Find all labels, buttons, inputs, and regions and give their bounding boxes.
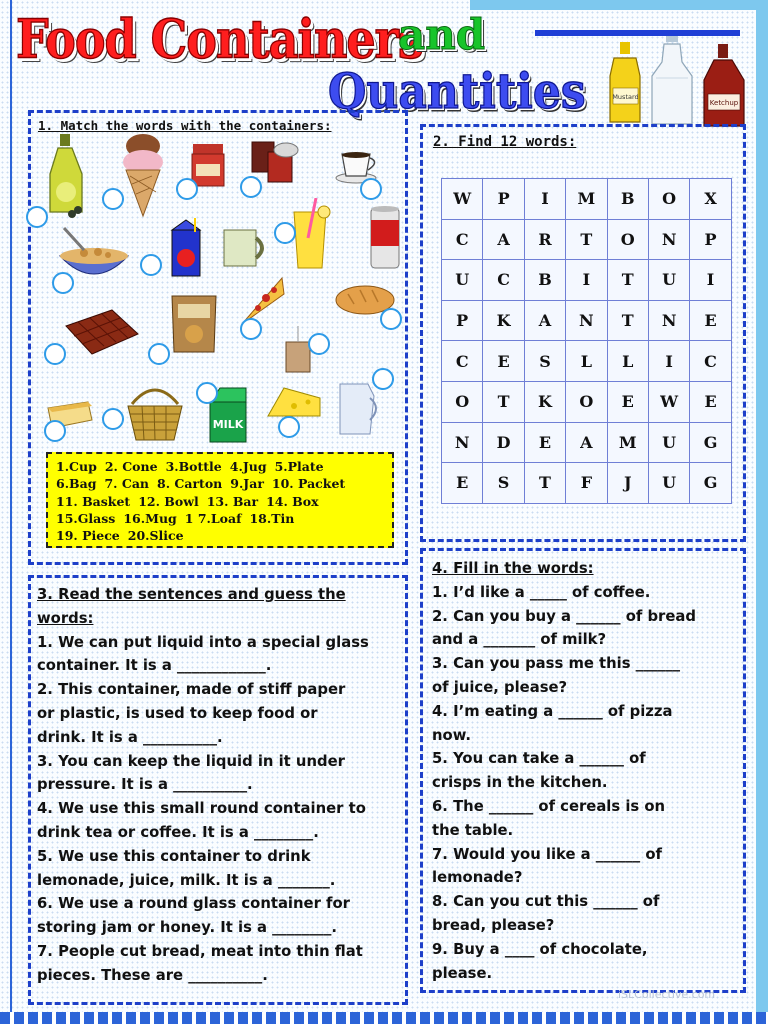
grid-letter[interactable]: T xyxy=(566,219,607,260)
grid-letter[interactable]: S xyxy=(524,341,565,382)
milk-label: MILK xyxy=(212,418,244,431)
juice-glass-icon xyxy=(290,198,334,270)
word-item: 13. Bar xyxy=(206,493,259,509)
match-circle[interactable] xyxy=(196,382,218,404)
word-item: 11. Basket xyxy=(56,493,131,509)
basket-icon xyxy=(124,384,186,442)
grid-letter[interactable]: U xyxy=(648,463,689,504)
word-item: 1.Cup xyxy=(56,459,97,474)
sentence-line: 5. We use this container to drink xyxy=(37,847,311,865)
grid-letter[interactable]: X xyxy=(690,179,731,220)
grid-letter[interactable]: E xyxy=(690,300,731,341)
grid-letter[interactable]: A xyxy=(524,300,565,341)
mug-icon xyxy=(220,226,268,268)
fill-in-line: 6. The ______ of cereals is on xyxy=(432,797,666,815)
match-circle[interactable] xyxy=(360,178,382,200)
ketchup-label: Ketchup xyxy=(709,99,739,107)
grid-letter[interactable]: O xyxy=(442,381,483,422)
sentence-line: lemonade, juice, milk. It is a _______. xyxy=(37,871,336,889)
grid-letter[interactable]: E xyxy=(442,463,483,504)
condiment-bottles-illustration xyxy=(604,36,754,128)
section-3-text xyxy=(37,583,399,988)
word-item: 8. Carton xyxy=(157,476,223,492)
grid-letter[interactable]: G xyxy=(690,422,731,463)
grid-letter[interactable]: C xyxy=(442,219,483,260)
sentence-line: 3. You can keep the liquid in it under xyxy=(37,752,345,770)
word-list-box xyxy=(46,452,394,548)
word-item: 12. Bowl xyxy=(138,493,199,509)
grid-letter[interactable]: D xyxy=(483,422,524,463)
mustard-bottle-icon xyxy=(610,42,640,122)
fill-in-line: lemonade? xyxy=(432,869,523,887)
grid-letter[interactable]: N xyxy=(566,300,607,341)
match-circle[interactable] xyxy=(102,408,124,430)
sentence-line: drink tea or coffee. It is a ________. xyxy=(37,823,319,841)
grid-row xyxy=(442,381,732,422)
word-item: 20.Slice xyxy=(127,528,184,544)
section-2-title: 2. Find 12 words: xyxy=(433,134,577,150)
grid-letter[interactable]: N xyxy=(442,422,483,463)
fill-in-line: 5. You can take a ______ of xyxy=(432,750,646,768)
grid-row xyxy=(442,463,732,504)
match-circle[interactable] xyxy=(240,318,262,340)
crisps-packet-icon xyxy=(168,292,220,354)
word-item: 10. Packet xyxy=(271,476,346,492)
bottom-decor-bar xyxy=(0,1012,768,1024)
grid-letter[interactable]: I xyxy=(566,260,607,301)
match-circle[interactable] xyxy=(140,254,162,276)
grid-letter[interactable]: G xyxy=(690,463,731,504)
grid-letter[interactable]: T xyxy=(524,463,565,504)
match-circle[interactable] xyxy=(308,333,330,355)
sentence-line: 7. People cut bread, meat into thin flat xyxy=(37,942,363,960)
word-item: 5.Plate xyxy=(274,459,324,474)
word-item: 3.Bottle xyxy=(165,459,222,474)
grid-letter[interactable]: A xyxy=(483,219,524,260)
grid-letter[interactable]: K xyxy=(483,300,524,341)
title-food-containers: Food Containers xyxy=(16,8,423,71)
grid-letter[interactable]: U xyxy=(648,422,689,463)
grid-letter[interactable]: U xyxy=(648,260,689,301)
grid-row xyxy=(442,341,732,382)
sentence-line: drink. It is a __________. xyxy=(37,728,223,746)
fill-in-line: of juice, please? xyxy=(432,678,568,696)
mustard-label: Mustard xyxy=(612,93,639,101)
grid-letter[interactable]: P xyxy=(442,300,483,341)
sentence-line: pieces. These are __________. xyxy=(37,966,268,984)
grid-letter[interactable]: J xyxy=(607,463,648,504)
match-circle[interactable] xyxy=(44,343,66,365)
word-item: 2. Cone xyxy=(104,459,158,474)
fill-in-line: 9. Buy a ____ of chocolate, xyxy=(432,940,648,958)
oil-bottle-icon xyxy=(44,134,88,218)
fill-in-line: and a _______ of milk? xyxy=(432,631,607,649)
juice-carton-icon xyxy=(166,218,206,278)
grid-letter[interactable]: O xyxy=(607,219,648,260)
grid-letter[interactable]: M xyxy=(607,422,648,463)
grid-letter[interactable]: I xyxy=(524,179,565,220)
match-circle[interactable] xyxy=(240,176,262,198)
word-item: 18.Tin xyxy=(249,510,295,526)
sentence-line: 1. We can put liquid into a special glass xyxy=(37,633,369,651)
grid-letter[interactable]: N xyxy=(648,300,689,341)
fill-in-line: bread, please? xyxy=(432,916,555,934)
title-quantities: Quantities xyxy=(328,64,586,121)
grid-letter[interactable]: E xyxy=(524,422,565,463)
match-circle[interactable] xyxy=(44,420,66,442)
fill-in-line: 4. I’m eating a ______ of pizza xyxy=(432,702,673,720)
grid-letter[interactable]: T xyxy=(607,300,648,341)
grid-letter[interactable]: K xyxy=(524,381,565,422)
pizza-slice-icon xyxy=(236,274,286,326)
section-3-title: 3. Read the sentences and guess the words: xyxy=(37,586,346,627)
match-circle[interactable] xyxy=(372,368,394,390)
fill-in-line: 7. Would you like a ______ of xyxy=(432,845,662,863)
match-circle[interactable] xyxy=(274,222,296,244)
match-circle[interactable] xyxy=(380,308,402,330)
grid-letter[interactable]: O xyxy=(648,179,689,220)
sentence-line: or plastic, is used to keep food or xyxy=(37,704,318,722)
sentence-line: 6. We use a round glass container for xyxy=(37,895,350,913)
fill-in-line: 8. Can you cut this ______ of xyxy=(432,893,660,911)
sentence-line: container. It is a ____________. xyxy=(37,657,272,675)
section-4-title: 4. Fill in the words: xyxy=(432,560,594,577)
word-item: 14. Box xyxy=(266,493,319,509)
grid-letter[interactable]: W xyxy=(442,179,483,220)
grid-letter[interactable]: I xyxy=(648,341,689,382)
grid-letter[interactable]: B xyxy=(524,260,565,301)
fill-in-line: the table. xyxy=(432,821,514,839)
grid-letter[interactable]: T xyxy=(607,260,648,301)
grid-letter[interactable]: T xyxy=(483,381,524,422)
word-item: 19. Piece xyxy=(56,528,120,544)
match-circle[interactable] xyxy=(102,188,124,210)
fill-in-line: please. xyxy=(432,964,493,982)
right-decor-bar xyxy=(756,0,768,1024)
grid-letter[interactable]: C xyxy=(442,341,483,382)
glass-jug-icon xyxy=(330,378,380,438)
grid-letter[interactable]: C xyxy=(483,260,524,301)
match-circle[interactable] xyxy=(148,343,170,365)
word-item: 15.Glass xyxy=(56,510,116,526)
match-circle[interactable] xyxy=(176,178,198,200)
grid-letter[interactable]: P xyxy=(690,219,731,260)
grid-row xyxy=(442,260,732,301)
ketchup-bottle-icon xyxy=(704,44,744,126)
section-1-title: 1. Match the words with the containers: xyxy=(38,118,332,133)
grid-letter[interactable]: F xyxy=(566,463,607,504)
match-circle[interactable] xyxy=(26,206,48,228)
soda-can-icon xyxy=(368,204,402,270)
grid-letter[interactable]: E xyxy=(607,381,648,422)
grid-letter[interactable]: W xyxy=(648,381,689,422)
sentence-line: 2. This container, made of stiff paper xyxy=(37,681,346,699)
word-item: 16.Mug xyxy=(123,510,177,526)
word-item: 6.Bag xyxy=(56,476,97,492)
grid-letter[interactable]: N xyxy=(648,219,689,260)
grid-row xyxy=(442,179,732,220)
grid-letter[interactable]: M xyxy=(566,179,607,220)
grid-letter[interactable]: P xyxy=(483,179,524,220)
grid-letter[interactable]: E xyxy=(690,381,731,422)
section-4-text xyxy=(432,557,738,985)
top-decor-bar xyxy=(470,0,760,10)
grid-letter[interactable]: E xyxy=(483,341,524,382)
match-circle[interactable] xyxy=(278,416,300,438)
ice-cream-cone-icon xyxy=(118,132,168,218)
fill-in-line: now. xyxy=(432,726,472,744)
sentence-line: pressure. It is a __________. xyxy=(37,776,253,794)
word-search-grid xyxy=(441,178,732,504)
word-item: 9.Jar xyxy=(230,476,264,492)
fill-in-line: 2. Can you buy a ______ of bread xyxy=(432,607,696,625)
grid-letter[interactable]: L xyxy=(607,341,648,382)
word-item: 4.Jug xyxy=(229,459,267,474)
grid-letter[interactable]: A xyxy=(566,422,607,463)
sentence-line: 4. We use this small round container to xyxy=(37,800,366,818)
word-item: 7. Can xyxy=(104,476,150,492)
grid-letter[interactable]: L xyxy=(566,341,607,382)
grid-letter[interactable]: U xyxy=(442,260,483,301)
fill-in-line: 3. Can you pass me this ______ xyxy=(432,655,681,673)
sentence-line: storing jam or honey. It is a ________. xyxy=(37,919,337,937)
fill-in-line: 1. I’d like a _____ of coffee. xyxy=(432,583,651,601)
left-border-line xyxy=(10,0,12,1024)
grid-row xyxy=(442,422,732,463)
grid-letter[interactable]: B xyxy=(607,179,648,220)
fill-in-line: crisps in the kitchen. xyxy=(432,774,608,792)
watermark: iSLCollective.com xyxy=(618,988,716,1001)
grid-row xyxy=(442,300,732,341)
grid-letter[interactable]: R xyxy=(524,219,565,260)
milk-bottle-icon xyxy=(652,36,692,124)
title-and: and xyxy=(398,10,486,59)
grid-letter[interactable]: I xyxy=(690,260,731,301)
grid-letter[interactable]: C xyxy=(690,341,731,382)
grid-row xyxy=(442,219,732,260)
match-circle[interactable] xyxy=(52,272,74,294)
grid-letter[interactable]: S xyxy=(483,463,524,504)
grid-letter[interactable]: O xyxy=(566,381,607,422)
word-item: 1 7.Loaf xyxy=(184,510,242,526)
chocolate-bar-icon xyxy=(62,306,142,358)
